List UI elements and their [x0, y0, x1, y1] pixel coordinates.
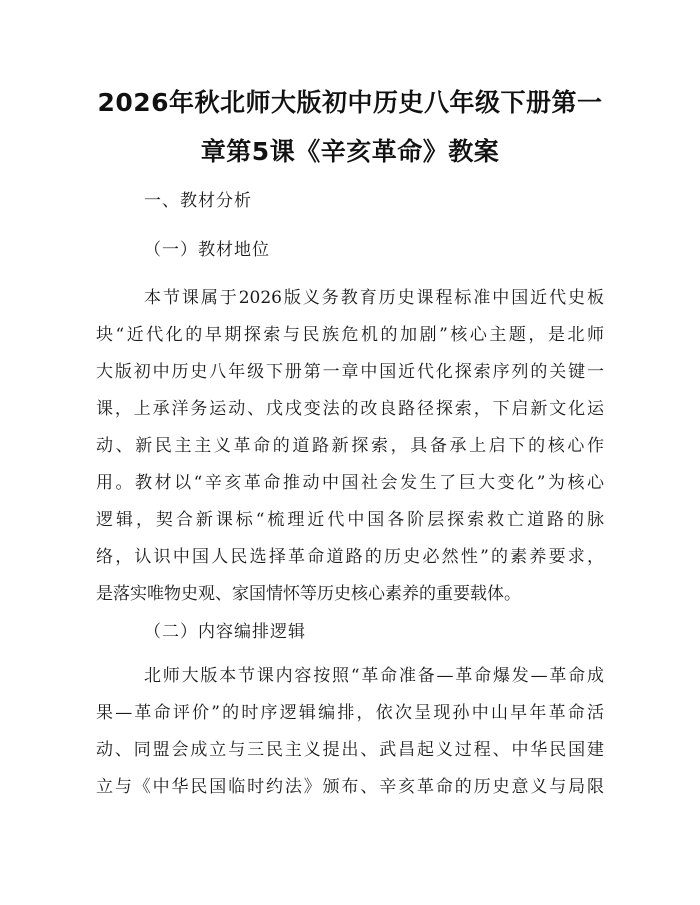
section-heading-analysis: 一、教材分析 — [144, 191, 252, 211]
document-title-line-2: 章第5课《辛亥革命》教案 — [200, 137, 500, 166]
paragraph-line: 果—革命评价”的时序逻辑编排，依次呈现孙中山早年革命活 — [96, 703, 604, 723]
paragraph-line: 块“近代化的早期探索与民族危机的加剧”核心主题，是北师 — [96, 325, 604, 345]
paragraph-line: 动、新民主主义革命的道路新探索，具备承上启下的核心作 — [96, 436, 604, 456]
paragraph-line: 本节课属于2026版义务教育历史课程标准中国近代史板 — [144, 288, 604, 308]
paragraph-line: 立与《中华民国临时约法》颁布、辛亥革命的历史意义与局限 — [96, 777, 604, 797]
paragraph-line: 逻辑，契合新课标“梳理近代中国各阶层探索救亡道路的脉 — [96, 510, 604, 530]
paragraph-content-arrangement — [96, 658, 604, 806]
paragraph-line: 是落实唯物史观、家国情怀等历史核心素养的重要载体。 — [96, 584, 521, 604]
subheading-content-arrangement: （二）内容编排逻辑 — [144, 622, 306, 642]
paragraph-line: 大版初中历史八年级下册第一章中国近代化探索序列的关键一 — [96, 362, 604, 382]
paragraph-line: 络，认识中国人民选择革命道路的历史必然性”的素养要求， — [96, 547, 604, 567]
paragraph-line: 动、同盟会成立与三民主义提出、武昌起义过程、中华民国建 — [96, 740, 604, 760]
paragraph-textbook-position — [96, 280, 604, 613]
subheading-textbook-position: （一）教材地位 — [144, 240, 270, 260]
paragraph-line: 用。教材以“辛亥革命推动中国社会发生了巨大变化”为核心 — [96, 473, 604, 493]
document-title-line-1: 2026年秋北师大版初中历史八年级下册第一 — [97, 88, 603, 117]
paragraph-line: 课，上承洋务运动、戊戌变法的改良路径探索，下启新文化运 — [96, 399, 604, 419]
paragraph-line: 北师大版本节课内容按照“革命准备—革命爆发—革命成 — [144, 666, 604, 686]
